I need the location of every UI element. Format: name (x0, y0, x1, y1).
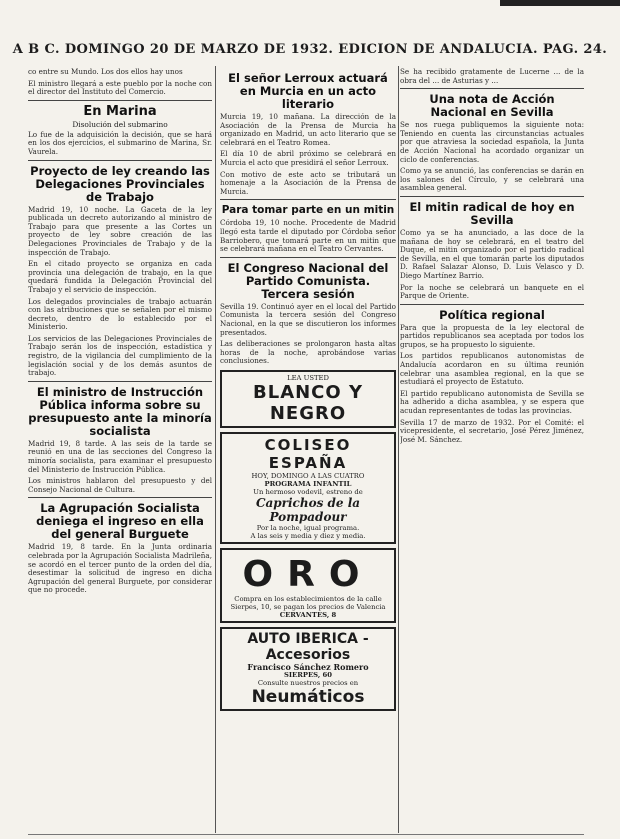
ministro-paragraph: Los ministros hablaron del presupuesto y del Consejo Nacional de Cultura. (28, 476, 212, 494)
lerroux-headline: El señor Lerroux actuará en Murcia en un acto literario (228, 71, 388, 111)
lerroux-paragraph: El día 10 de abril próximo se celebrará en Murcia el acto que presidirá el señor Lerroux. (220, 149, 396, 167)
ad-coliseo-line: HOY, DOMINGO A LAS CUATRO (251, 471, 365, 480)
mitin-headline: Para tomar parte en un mitin (221, 204, 395, 217)
ad-blanco-title: BLANCO Y NEGRO (253, 381, 363, 424)
ad-oro-line: Compra en los establecimientos de la calle Sierpes, 10, se pagan los precios de Valencia (230, 594, 386, 611)
proyecto-paragraph: Los delegados provinciales de trabajo actuarán con las atribuciones que se señalen por el mismo decreto, dentro de lo establecido por el Ministerio. (28, 296, 212, 332)
ad-coliseo-line: Por la noche, igual programa. (256, 523, 360, 532)
congreso-headline: El Congreso Nacional del Partido Comunista. Tercera sesión (227, 260, 389, 301)
ad-blanco-y-negro (220, 370, 396, 428)
divider (28, 100, 212, 101)
congreso-paragraph: Las deliberaciones se prolongaron hasta altas horas de la noche, aprobándose varias conclusiones. (220, 339, 396, 366)
politica-regional-headline: Política regional (439, 307, 545, 322)
ad-auto-iberica (220, 627, 396, 711)
ad-auto-title: AUTO IBERICA - Accesorios (247, 630, 369, 663)
column-rule-2 (398, 66, 399, 833)
divider (28, 160, 212, 161)
ad-coliseo-show: Caprichos de la Pompadour (255, 495, 361, 524)
ad-coliseo-title: COLISEO ESPAÑA (264, 435, 352, 472)
column-3 (400, 68, 584, 833)
lead-paragraph: co entre su Mundo. Los dos ellos hay unos (28, 68, 183, 76)
divider (220, 199, 396, 200)
divider (28, 381, 212, 382)
ad-blanco-kicker: LEA USTED (287, 373, 329, 382)
accion-paragraph: Se nos ruega publiquemos la siguiente nota: Teniendo en cuenta las circunstancias actuales por que atraviesa la sociedad española, la Junta de Acción Nacional ha acordado organizar un ciclo de conferencias. (400, 120, 584, 164)
lerroux-paragraph: Con motivo de este acto se tributará un homenaje a la Asociación de la Prensa de Murcia. (220, 169, 396, 196)
bottom-rule (28, 834, 584, 835)
ad-coliseo-line: A las seis y media y diez y media. (250, 531, 366, 540)
lead-paragraph: Se ha recibido gratamente de Lucerne ... de la obra del ... de Asturias y ... (400, 68, 584, 85)
ad-auto-line: Consulte nuestros precios en (257, 678, 359, 687)
politica-paragraph: El partido republicano autonomista de Sevilla se ha adherido a dicha asamblea, y se espera que acudan representantes de todas las provincias. (400, 388, 584, 416)
ministro-headline: El ministro de Instrucción Pública informa sobre su presupuesto ante la minoría socialista (28, 384, 212, 438)
accion-nacional-headline: Una nota de Acción Nacional en Sevilla (429, 92, 555, 120)
agrupacion-paragraph: Madrid 19, 8 tarde. En la Junta ordinaria celebrada por la Agrupación Socialista Madrileña, se acordó en el tercer punto de la orden del día, desestimar la solicitud de ingreso en dicha Agrupación del general Burguete, por considerar que no procede. (28, 542, 212, 595)
mitin-paragraph: Córdoba 19, 10 noche. Procedente de Madrid llegó esta tarde el diputado por Córdoba señor Barriobero, que tomará parte en un mitin que se celebrará mañana en el Teatro Cervantes. (220, 218, 396, 254)
divider (400, 88, 584, 89)
lerroux-paragraph: Murcia 19, 10 mañana. La dirección de la Asociación de la Prensa de Murcia ha organizado en Madrid, un acto literario que se celebrará en el Teatro Romea. (220, 112, 396, 147)
ad-oro (220, 548, 396, 623)
agrupacion-headline: La Agrupación Socialista deniega el ingreso en ella del general Burguete (36, 501, 204, 542)
lead-paragraph-2: El ministro llegará a este pueblo por la noche con el director del Instituto del Comercio. (28, 78, 212, 97)
divider (400, 304, 584, 305)
proyecto-paragraph: En el citado proyecto se organiza en cada provincia una delegación de trabajo, en la que quedará fundida la Delegación Provincial del Trabajo y el servicio de inspección. (28, 259, 212, 294)
ad-oro-address: CERVANTES, 8 (279, 610, 337, 619)
ad-auto-neumaticos: Neumáticos (251, 686, 365, 707)
marina-paragraph: Lo fue de la adquisición la decisión, que se hará en los dos ejercicios, el submarino de Marina, Sr. Vaurela. (28, 129, 212, 156)
proyecto-headline: Proyecto de ley creando las Delegaciones Provinciales de Trabajo (30, 163, 210, 204)
divider (400, 196, 584, 197)
ad-coliseo-espana (220, 432, 396, 544)
ad-coliseo-line: PROGRAMA INFANTIL (264, 479, 352, 488)
mitin-radical-headline: El mitin radical de hoy en Sevilla (409, 199, 575, 227)
column-rule-1 (215, 66, 216, 833)
top-edge-mark (500, 0, 620, 6)
politica-paragraph: Para que la propuesta de la ley electoral de partidos republicanos sea aceptada por todos los grupos, se ha propuesto lo siguiente. (400, 322, 584, 349)
ministro-paragraph: Madrid 19, 8 tarde. A las seis de la tarde se reunió en una de las secciones del Congreso la minoría socialista, para examinar el presupuesto del Ministerio de Instrucción Pública. (28, 438, 212, 474)
accion-paragraph: Como ya se anunció, las conferencias se darán en los salones del Círculo, y se celebrará una asamblea general. (400, 166, 584, 193)
ad-auto-address: SIERPES, 60 (283, 670, 333, 679)
politica-paragraph: Los partidos republicanos autonomistas de Andalucía acordaron en su última reunión celebrar una asamblea regional, en la que se estudiará el proyecto de Estatuto. (400, 351, 584, 387)
ad-coliseo-line: Un hermoso vodevil, estreno de (253, 487, 363, 496)
mitin-radical-paragraph: Como ya se ha anunciado, a las doce de la mañana de hoy se celebrará, en el teatro del Duque, el mitin organizado por el partido radical de Sevilla, en el que tomarán parte los diputados D. Rafael Salazar Alonso, D. Luis Velasco y D. Diego Martínez Barrio. (400, 227, 584, 280)
column-2 (220, 68, 396, 833)
page-header: A B C. DOMINGO 20 DE MARZO DE 1932. EDICION DE ANDALUCIA. PAG. 24. (12, 42, 608, 57)
mitin-radical-paragraph: Por la noche se celebrará un banquete en el Parque de Oriente. (400, 282, 584, 301)
ad-oro-title: ORO (242, 553, 374, 595)
column-1 (28, 68, 212, 833)
divider (28, 497, 212, 498)
marina-headline: En Marina (83, 103, 157, 119)
marina-subhead: Disolución del submarino (72, 119, 168, 129)
proyecto-paragraph: Madrid 19, 10 noche. La Gaceta de la ley publicada un decreto autorizando al ministro de Trabajo para que presente a las Cortes un proyecto de ley sobre creación de las Delegaciones Provinciales de Trabajo y de la inspección de Trabajo. (28, 204, 212, 257)
proyecto-paragraph: Los servicios de las Delegaciones Provinciales de Trabajo serán los de inspección, estadística y registro, de la vigilancia del cumplimiento de la legislación social y de los demás asuntos de trabajo. (28, 333, 212, 378)
politica-paragraph: Sevilla 17 de marzo de 1932. Por el Comité: el vicepresidente, el secretario, José Pérez Jiménez, José M. Sánchez. (400, 417, 584, 444)
ad-auto-name: Francisco Sánchez Romero (247, 661, 369, 672)
congreso-paragraph: Sevilla 19. Continuó ayer en el local del Partido Comunista la tercera sesión del Congreso Nacional, en la que se discutieron los informes presentados. (220, 301, 396, 337)
divider (220, 257, 396, 258)
